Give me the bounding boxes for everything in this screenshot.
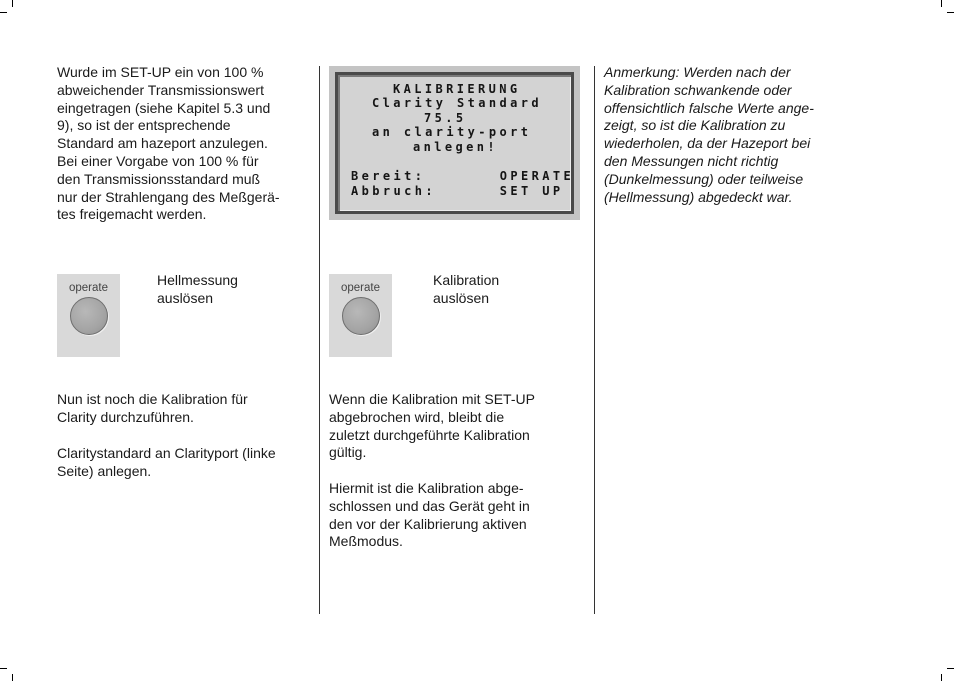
crop-mark bbox=[947, 12, 954, 13]
operate-label: operate bbox=[68, 282, 108, 294]
lcd-line: 75.5 bbox=[424, 111, 467, 125]
column-divider bbox=[594, 66, 595, 614]
lcd-line: KALIBRIERUNG bbox=[393, 82, 521, 96]
crop-mark bbox=[12, 0, 13, 7]
lcd-line: anlegen! bbox=[413, 140, 498, 154]
lcd-line: Clarity Standard bbox=[372, 96, 542, 110]
column-divider bbox=[319, 66, 320, 614]
clarity-paragraph: Nun ist noch die Kalibration für Clarity durchzuführen. bbox=[57, 391, 248, 425]
intro-paragraph: Wurde im SET-UP ein von 100 % abweichender Transmissionswert eingetragen (siehe Kapitel 5.3 und 9), so ist der entsprechende Standard am hazeport anzulegen. Bei einer Vorgabe von 100 % für den Transmissionsstandard muß nur der Strahlengang des Meßgerä- tes freigemacht werden. bbox=[57, 64, 280, 223]
crop-mark bbox=[12, 674, 13, 681]
completion-paragraph: Hiermit ist die Kalibration abge- schlossen und das Gerät geht in den vor der Kalibrierung aktiven Meßmodus. bbox=[329, 480, 530, 550]
operate-knob-icon[interactable] bbox=[342, 297, 380, 335]
action-caption: Hellmessung auslösen bbox=[157, 272, 238, 306]
clarityport-paragraph: Claritystandard an Clarityport (linke Seite) anlegen. bbox=[57, 445, 276, 479]
operate-knob-icon[interactable] bbox=[70, 297, 108, 335]
abort-paragraph: Wenn die Kalibration mit SET-UP abgebrochen wird, bleibt die zuletzt durchgeführte Kalibration gültig. bbox=[329, 391, 535, 461]
crop-mark bbox=[0, 668, 7, 669]
lcd-line: an clarity-port bbox=[372, 125, 532, 139]
operate-button-panel[interactable] bbox=[329, 274, 392, 357]
crop-mark bbox=[941, 0, 942, 7]
note-paragraph: Anmerkung: Werden nach der Kalibration schwankende oder offensichtlich falsche Werte ange- zeigt, so ist die Kalibration zu wiederholen, da der Hazeport bei den Messungen nicht richtig (Dunkelmessung) oder teilweise (Hellmessung) abgedeckt war. bbox=[604, 64, 814, 205]
lcd-line: Abbruch: SET UP bbox=[351, 184, 564, 198]
crop-mark bbox=[947, 668, 954, 669]
crop-mark bbox=[0, 12, 7, 13]
lcd-line: Bereit: OPERATE bbox=[351, 169, 575, 183]
operate-label: operate bbox=[340, 282, 380, 294]
action-caption: Kalibration auslösen bbox=[433, 272, 500, 306]
operate-button-panel[interactable] bbox=[57, 274, 120, 357]
crop-mark bbox=[941, 674, 942, 681]
